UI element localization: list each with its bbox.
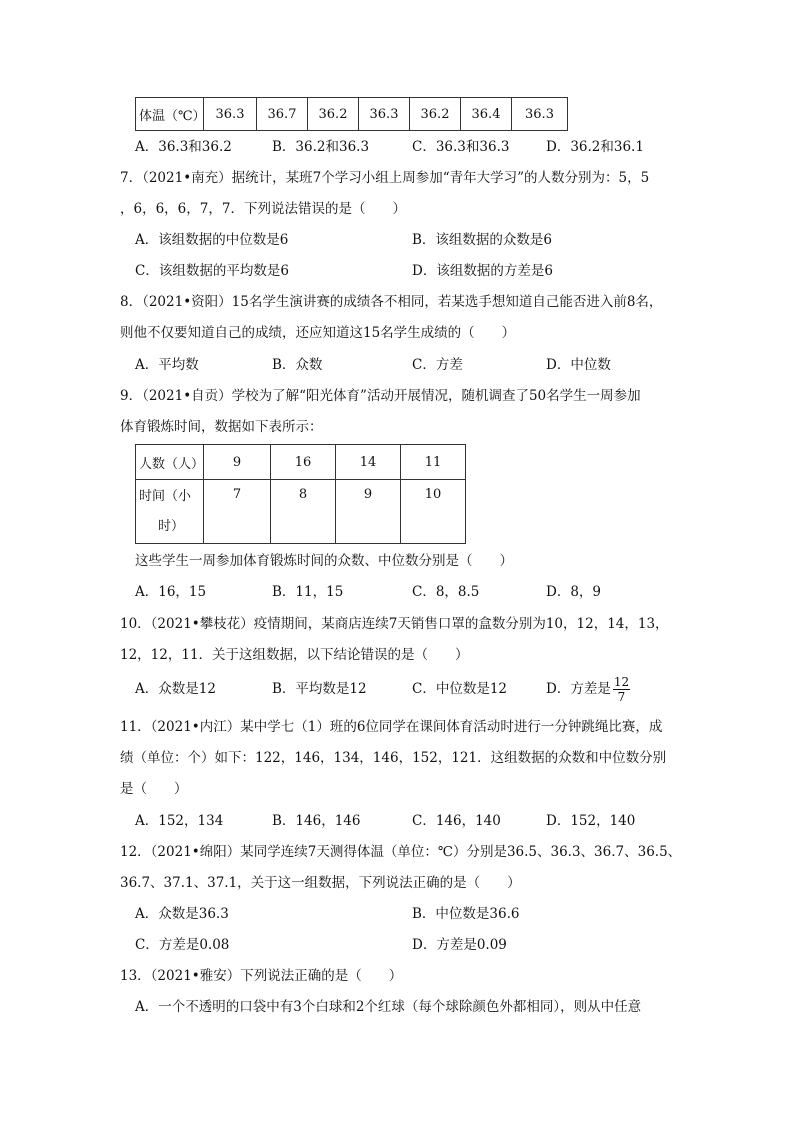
- option-d: [546, 672, 630, 706]
- table-cell: 36.2: [308, 98, 359, 131]
- question-8-line-2: 则他不仅要知道自己的成绩，还应知道这15名学生成绩的（ ）: [120, 325, 516, 341]
- question-13-line-1: 13．（2021•雅安）下列说法正确的是（ ）: [120, 968, 403, 984]
- option-d: D．36.2和36.1: [546, 139, 644, 155]
- question-7-line-1: 7．（2021•南充）据统计，某班7个学习小组上周参加“青年大学习”的人数分别为：5，5: [120, 170, 650, 186]
- option-b: B．中位数是36.6: [412, 906, 520, 922]
- question-9-line-1: 9．（2021•自贡）学校为了解“阳光体育”活动开展情况，随机调查了50名学生一周参加: [120, 388, 641, 404]
- option-c: C．8，8.5: [412, 584, 480, 600]
- question-8-line-1: 8．（2021•资阳）15名学生演讲赛的成绩各不相同，若某选手想知道自己能否进入前8名，: [120, 294, 663, 310]
- fraction-numerator: 12: [613, 675, 630, 689]
- table-cell: 9: [204, 445, 271, 480]
- option-c: C．中位数是12: [412, 681, 508, 697]
- table-cell: 36.4: [461, 98, 512, 131]
- temperature-table: [135, 97, 568, 131]
- table-header-time-line-2: 时）: [157, 518, 184, 534]
- question-9-prompt: 这些学生一周参加体育锻炼时间的众数、中位数分别是（ ）: [135, 553, 513, 569]
- option-b: B．36.2和36.3: [272, 139, 370, 155]
- option-d: D．152，140: [546, 813, 636, 829]
- question-11-line-1: 11．（2021•内江）某中学七（1）班的6位同学在课间体育活动时进行一分钟跳绳比赛，成: [120, 719, 663, 735]
- option-d-prefix: D．方差是: [546, 681, 611, 697]
- table-cell: 36.3: [359, 98, 410, 131]
- table-cell: 36.3: [204, 98, 257, 131]
- question-10-line-2: 12，12，11．关于这组数据，以下结论错误的是（ ）: [120, 647, 469, 663]
- option-c: C．方差: [412, 357, 463, 373]
- table-cell: 14: [336, 445, 401, 480]
- option-d: D．中位数: [546, 357, 611, 373]
- option-c: C．36.3和36.3: [412, 139, 510, 155]
- option-a: A．平均数: [135, 357, 199, 373]
- option-b: B．该组数据的众数是6: [412, 232, 553, 248]
- table-cell: 11: [401, 445, 466, 480]
- option-c: C．该组数据的平均数是6: [135, 263, 289, 279]
- fraction: [613, 675, 630, 704]
- table-cell: 36.3: [512, 98, 568, 131]
- option-a: A．众数是12: [135, 681, 216, 697]
- question-9-line-2: 体育锻炼时间，数据如下表所示：: [120, 419, 323, 435]
- table-header-temperature: 体温（℃）: [136, 98, 204, 131]
- table-cell: 36.7: [257, 98, 308, 131]
- option-d: D．方差是0.09: [412, 937, 507, 953]
- question-10-line-1: 10．（2021•攀枝花）疫情期间，某商店连续7天销售口罩的盒数分别为10，12，14，13，: [120, 616, 669, 632]
- option-d: D．8，9: [546, 584, 602, 600]
- option-b: B．众数: [272, 357, 323, 373]
- question-12-line-1: 12．（2021•绵阳）某同学连续7天测得体温（单位：℃）分别是36.5、36.3、36.7、36.5、: [120, 844, 682, 860]
- exercise-time-table: [135, 444, 466, 544]
- question-12-line-2: 36.7、37.1、37.1，关于这一组数据，下列说法正确的是（ ）: [120, 875, 521, 891]
- option-a: A．152，134: [135, 813, 224, 829]
- option-b: B．146，146: [272, 813, 361, 829]
- table-cell: 16: [271, 445, 336, 480]
- table-cell: 7: [204, 480, 271, 544]
- fraction-denominator: 7: [617, 690, 626, 704]
- table-cell: 36.2: [410, 98, 461, 131]
- option-c: C．方差是0.08: [135, 937, 230, 953]
- option-c: C．146，140: [412, 813, 501, 829]
- table-cell: 9: [336, 480, 401, 544]
- table-header-time-line-1: 时间（小: [139, 488, 192, 504]
- table-header-count: 人数（人）: [136, 445, 204, 480]
- question-11-line-3: 是（ ）: [120, 781, 188, 797]
- option-d: D．该组数据的方差是6: [412, 263, 553, 279]
- question-11-line-2: 绩（单位：个）如下：122，146，134，146，152，121．这组数据的众数和中位数分别: [120, 750, 667, 766]
- table-header-time: [136, 480, 204, 544]
- option-a: A．众数是36.3: [135, 906, 229, 922]
- question-7-line-2: ，6，6，6，7，7．下列说法错误的是（ ）: [120, 201, 406, 217]
- table-cell: 8: [271, 480, 336, 544]
- option-a: A．16，15: [135, 584, 207, 600]
- option-a: A．36.3和36.2: [135, 139, 232, 155]
- option-b: B．平均数是12: [272, 681, 367, 697]
- table-cell: 10: [401, 480, 466, 544]
- option-b: B．11，15: [272, 584, 344, 600]
- option-a: A．该组数据的中位数是6: [135, 232, 289, 248]
- question-13-option-a: A．一个不透明的口袋中有3个白球和2个红球（每个球除颜色外都相同），则从中任意: [135, 999, 642, 1015]
